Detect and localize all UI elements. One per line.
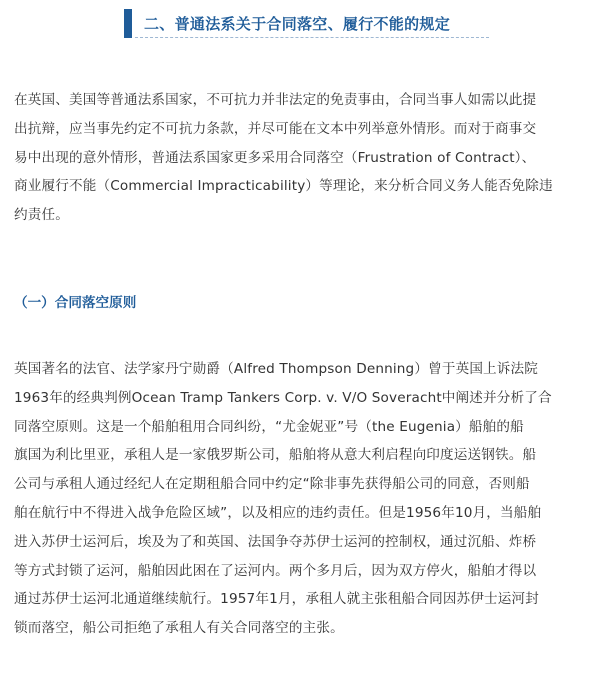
paragraph-line: 通过苏伊士运河北通道继续航行。1957年1月，承租人就主张租船合同因苏伊士运河封	[14, 591, 540, 608]
paragraph-line: 旗国为利比里亚，承租人是一家俄罗斯公司，船舶将从意大利启程向印度运送钢铁。船	[14, 447, 537, 464]
paragraph-line: 商业履行不能（Commercial Impracticability）等理论，来分析合同义务人能否免除违	[14, 178, 553, 195]
case-paragraph	[14, 355, 596, 643]
paragraph-line: 在英国、美国等普通法系国家，不可抗力并非法定的免责事由，合同当事人如需以此提	[14, 92, 537, 108]
paragraph-line: 公司与承租人通过经纪人在定期租船合同中约定“除非事先获得船公司的同意，否则船	[14, 476, 530, 493]
paragraph-line: 1963年的经典判例Ocean Tramp Tankers Corp. v. V/O Soveracht中阐述并分析了合	[14, 389, 552, 406]
intro-paragraph	[14, 86, 596, 230]
paragraph-line: 易中出现的意外情形，普通法系国家更多采用合同落空（Frustration of Contract）、	[14, 149, 536, 166]
section-underline	[135, 37, 489, 38]
paragraph-line: 舶在航行中不得进入战争危险区域”，以及相应的违约责任。但是1956年10月，当船舶	[14, 504, 542, 521]
paragraph-line: 锁而落空，船公司拒绝了承租人有关合同落空的主张。	[14, 620, 344, 637]
paragraph-line: 约责任。	[14, 207, 69, 224]
paragraph-line: 出抗辩，应当事先约定不可抗力条款，并尽可能在文本中列举意外情形。而对于商事交	[14, 120, 537, 137]
paragraph-line: 同落空原则。这是一个船舶租用合同纠纷，“尤金妮亚”号（the Eugenia）船舶的船	[14, 418, 524, 435]
paragraph-line: 英国著名的法官、法学家丹宁勋爵（Alfred Thompson Denning）曾于英国上诉法院	[14, 361, 539, 377]
paragraph-line: 等方式封锁了运河，船舶因此困在了运河内。两个多月后，因为双方停火，船舶才得以	[14, 562, 537, 579]
paragraph-line: 进入苏伊士运河后，埃及为了和英国、法国争夺苏伊士运河的控制权，通过沉船、炸桥	[14, 533, 537, 550]
section-header	[124, 9, 489, 38]
section-title: 二、普通法系关于合同落空、履行不能的规定	[144, 15, 451, 33]
section-accent-bar	[124, 9, 132, 38]
subsection-title: （一）合同落空原则	[14, 295, 137, 311]
